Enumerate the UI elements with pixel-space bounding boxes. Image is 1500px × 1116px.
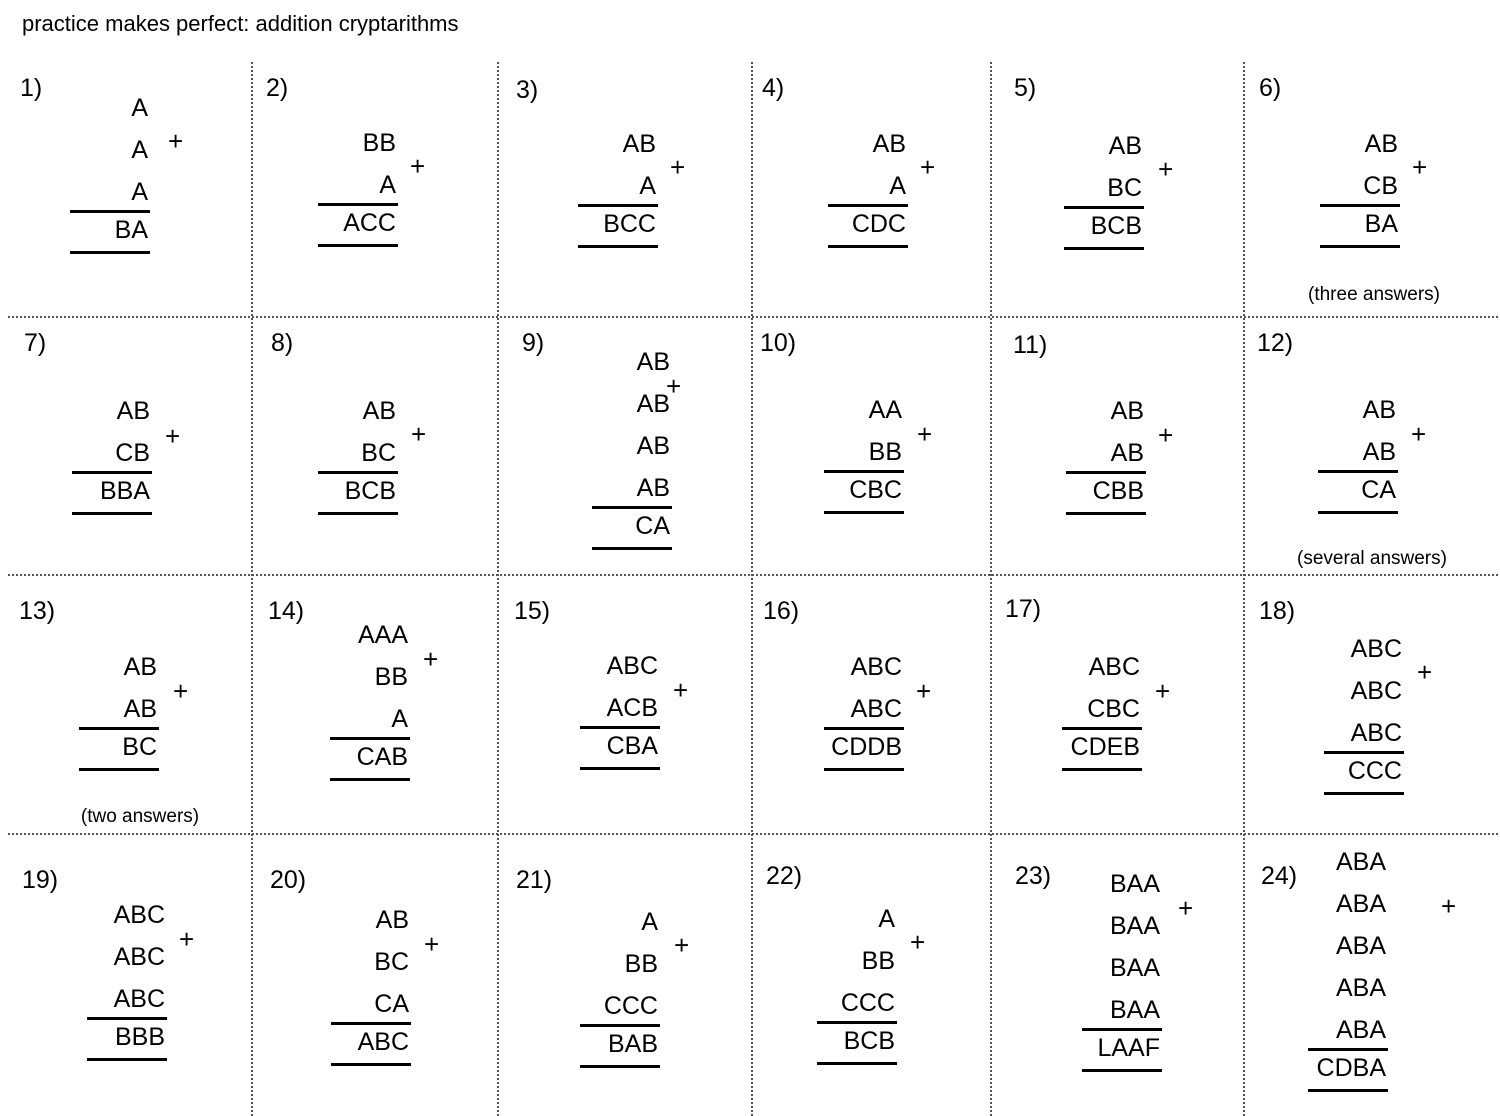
addend: ABC xyxy=(113,901,165,929)
sum: CDEB xyxy=(1070,733,1140,761)
addend: ABC xyxy=(606,652,658,680)
sum-line xyxy=(580,726,660,729)
problem-number: 21) xyxy=(516,866,553,894)
addend: CA xyxy=(374,990,409,1018)
problem-number: 9) xyxy=(522,329,545,357)
addend: AB xyxy=(1108,132,1142,160)
plus-sign: + xyxy=(411,419,427,449)
underline xyxy=(72,512,152,515)
addend: ABA xyxy=(1335,974,1386,1002)
addend: A xyxy=(131,94,148,122)
plus-sign: + xyxy=(916,676,932,706)
sum: BC xyxy=(122,733,157,761)
underline xyxy=(1318,511,1398,514)
sum-line xyxy=(1324,751,1404,754)
underline xyxy=(580,1065,660,1068)
underline xyxy=(70,251,150,254)
problem-number: 17) xyxy=(1005,595,1042,623)
addend: CB xyxy=(1363,172,1398,200)
underline xyxy=(1320,245,1400,248)
sum-line xyxy=(1064,206,1144,209)
underline xyxy=(318,244,398,247)
plus-sign: + xyxy=(179,924,195,954)
sum-line xyxy=(828,204,908,207)
plus-sign: + xyxy=(165,421,181,451)
addend: BC xyxy=(374,948,409,976)
sum-line xyxy=(330,737,410,740)
underline xyxy=(817,1062,897,1065)
underline xyxy=(592,547,672,550)
sum-line xyxy=(1062,727,1142,730)
underline xyxy=(828,245,908,248)
underline xyxy=(1082,1069,1162,1072)
addend: ABC xyxy=(1350,719,1402,747)
grid-divider-horizontal xyxy=(8,316,1498,318)
addend: CB xyxy=(115,439,150,467)
addend: AB xyxy=(872,130,906,158)
addend: AB xyxy=(1364,130,1398,158)
plus-sign: + xyxy=(673,675,689,705)
sum: CCC xyxy=(1347,757,1402,785)
sum-line xyxy=(824,470,904,473)
sum-line xyxy=(1320,204,1400,207)
addend: ACB xyxy=(606,694,658,722)
addend: AB xyxy=(622,130,656,158)
addend: ABA xyxy=(1335,1016,1386,1044)
sum-line xyxy=(1066,471,1146,474)
addend: BB xyxy=(868,438,902,466)
sum: CDBA xyxy=(1316,1054,1386,1082)
underline xyxy=(87,1058,167,1061)
underline xyxy=(331,1063,411,1066)
sum-line xyxy=(1318,470,1398,473)
plus-sign: + xyxy=(1417,657,1433,687)
sum-line xyxy=(72,471,152,474)
problem-number: 14) xyxy=(268,597,305,625)
sum: CDC xyxy=(851,210,906,238)
addend: BB xyxy=(362,129,396,157)
addend: A xyxy=(379,171,396,199)
sum: BAB xyxy=(607,1030,658,1058)
plus-sign: + xyxy=(1155,676,1171,706)
plus-sign: + xyxy=(423,644,439,674)
problem-number: 11) xyxy=(1013,331,1048,359)
sum: LAAF xyxy=(1097,1034,1160,1062)
addend: AB xyxy=(1362,438,1396,466)
addend: AB xyxy=(116,397,150,425)
addend: AB xyxy=(375,906,409,934)
sum-line xyxy=(817,1021,897,1024)
addend: BC xyxy=(361,439,396,467)
underline xyxy=(824,511,904,514)
problem-number: 2) xyxy=(266,74,289,102)
sum-line xyxy=(578,204,658,207)
addend: AB xyxy=(123,695,157,723)
plus-sign: + xyxy=(1412,152,1428,182)
grid-divider-horizontal xyxy=(8,833,1498,835)
addend: AB xyxy=(362,397,396,425)
addend: A xyxy=(639,172,656,200)
addend: ABC xyxy=(850,653,902,681)
underline xyxy=(318,512,398,515)
sum-line xyxy=(1308,1048,1388,1051)
underline xyxy=(580,767,660,770)
addend: BC xyxy=(1107,174,1142,202)
sum: BCC xyxy=(603,210,656,238)
addend: ABC xyxy=(1350,677,1402,705)
sum: CBB xyxy=(1092,477,1144,505)
problem-number: 22) xyxy=(766,862,803,890)
problem-number: 24) xyxy=(1261,862,1298,890)
addend: AB xyxy=(636,432,670,460)
sum: BA xyxy=(1364,210,1398,238)
addend: AB xyxy=(123,653,157,681)
addend: A xyxy=(878,905,895,933)
addend: A xyxy=(391,705,408,733)
problem-number: 20) xyxy=(270,866,307,894)
sum-line xyxy=(318,471,398,474)
plus-sign: + xyxy=(1411,419,1427,449)
grid-divider-horizontal xyxy=(8,574,1498,576)
grid-divider-vertical xyxy=(990,62,992,1116)
addend: CCC xyxy=(840,989,895,1017)
problem-number: 5) xyxy=(1014,74,1037,102)
sum: CDDB xyxy=(831,733,902,761)
plus-sign: + xyxy=(674,930,690,960)
sum-line xyxy=(318,203,398,206)
sum: BCB xyxy=(1090,212,1142,240)
plus-sign: + xyxy=(168,126,184,156)
answer-count-note: (several answers) xyxy=(1297,548,1447,569)
sum-line xyxy=(824,727,904,730)
addend: AB xyxy=(636,348,670,376)
addend: AB xyxy=(636,390,670,418)
plus-sign: + xyxy=(1441,891,1457,921)
sum: CA xyxy=(635,512,670,540)
underline xyxy=(1308,1089,1388,1092)
sum: BCB xyxy=(344,477,396,505)
plus-sign: + xyxy=(410,151,426,181)
sum: BCB xyxy=(843,1027,895,1055)
plus-sign: + xyxy=(1158,154,1174,184)
addend: AB xyxy=(1110,397,1144,425)
problem-number: 1) xyxy=(20,74,43,102)
problem-number: 4) xyxy=(762,74,785,102)
sum-line xyxy=(79,727,159,730)
plus-sign: + xyxy=(917,419,933,449)
underline xyxy=(330,778,410,781)
answer-count-note: (two answers) xyxy=(80,806,200,827)
addend: ABC xyxy=(113,985,165,1013)
plus-sign: + xyxy=(666,371,682,401)
sum: BBB xyxy=(114,1023,165,1051)
page-title: practice makes perfect: addition cryptarithms xyxy=(22,11,459,36)
underline xyxy=(1062,768,1142,771)
plus-sign: + xyxy=(670,152,686,182)
addend: BAA xyxy=(1109,996,1160,1024)
underline xyxy=(578,245,658,248)
problem-number: 7) xyxy=(24,329,47,357)
addend: BAA xyxy=(1109,870,1160,898)
problem-number: 16) xyxy=(763,597,800,625)
sum: CAB xyxy=(356,743,408,771)
addend: A xyxy=(889,172,906,200)
problem-number: 19) xyxy=(22,866,59,894)
plus-sign: + xyxy=(920,152,936,182)
plus-sign: + xyxy=(910,927,926,957)
underline xyxy=(1066,512,1146,515)
addend: AB xyxy=(1110,439,1144,467)
sum-line xyxy=(331,1022,411,1025)
sum-line xyxy=(580,1024,660,1027)
addend: BAA xyxy=(1109,954,1160,982)
grid-divider-vertical xyxy=(1243,62,1245,1116)
underline xyxy=(1324,792,1404,795)
plus-sign: + xyxy=(1178,893,1194,923)
plus-sign: + xyxy=(173,676,189,706)
plus-sign: + xyxy=(1158,420,1174,450)
problem-number: 8) xyxy=(271,329,294,357)
sum: BBA xyxy=(99,477,150,505)
addend: AA xyxy=(868,396,902,424)
addend: AB xyxy=(1362,396,1396,424)
sum: ACC xyxy=(343,209,396,237)
grid-divider-vertical xyxy=(497,62,499,1116)
problem-number: 13) xyxy=(19,597,56,625)
addend: ABC xyxy=(1350,635,1402,663)
problem-number: 6) xyxy=(1259,74,1282,102)
grid-divider-vertical xyxy=(251,62,253,1116)
problem-number: 18) xyxy=(1259,597,1296,625)
addend: AB xyxy=(636,474,670,502)
sum: CA xyxy=(1361,476,1396,504)
problem-number: 12) xyxy=(1257,329,1294,357)
problem-number: 23) xyxy=(1015,862,1052,890)
addend: ABC xyxy=(113,943,165,971)
addend: A xyxy=(641,908,658,936)
underline xyxy=(824,768,904,771)
addend: ABC xyxy=(850,695,902,723)
underline xyxy=(79,768,159,771)
sum: BA xyxy=(114,216,148,244)
underline xyxy=(1064,247,1144,250)
sum-line xyxy=(592,506,672,509)
addend: BB xyxy=(624,950,658,978)
sum: ABC xyxy=(357,1028,409,1056)
sum: CBA xyxy=(606,732,658,760)
grid-divider-vertical xyxy=(751,62,753,1116)
sum-line xyxy=(87,1017,167,1020)
addend: A xyxy=(131,136,148,164)
sum: CBC xyxy=(849,476,902,504)
addend: ABA xyxy=(1335,890,1386,918)
addend: ABA xyxy=(1335,848,1386,876)
addend: BB xyxy=(861,947,895,975)
addend: CBC xyxy=(1087,695,1140,723)
addend: ABA xyxy=(1335,932,1386,960)
addend: A xyxy=(131,178,148,206)
problem-number: 3) xyxy=(516,76,539,104)
addend: BB xyxy=(374,663,408,691)
plus-sign: + xyxy=(424,929,440,959)
sum-line xyxy=(1082,1028,1162,1031)
problem-number: 15) xyxy=(514,597,551,625)
sum-line xyxy=(70,210,150,213)
addend: BAA xyxy=(1109,912,1160,940)
problem-number: 10) xyxy=(760,329,797,357)
addend: ABC xyxy=(1088,653,1140,681)
answer-count-note: (three answers) xyxy=(1308,284,1440,305)
addend: AAA xyxy=(357,621,408,649)
addend: CCC xyxy=(603,992,658,1020)
